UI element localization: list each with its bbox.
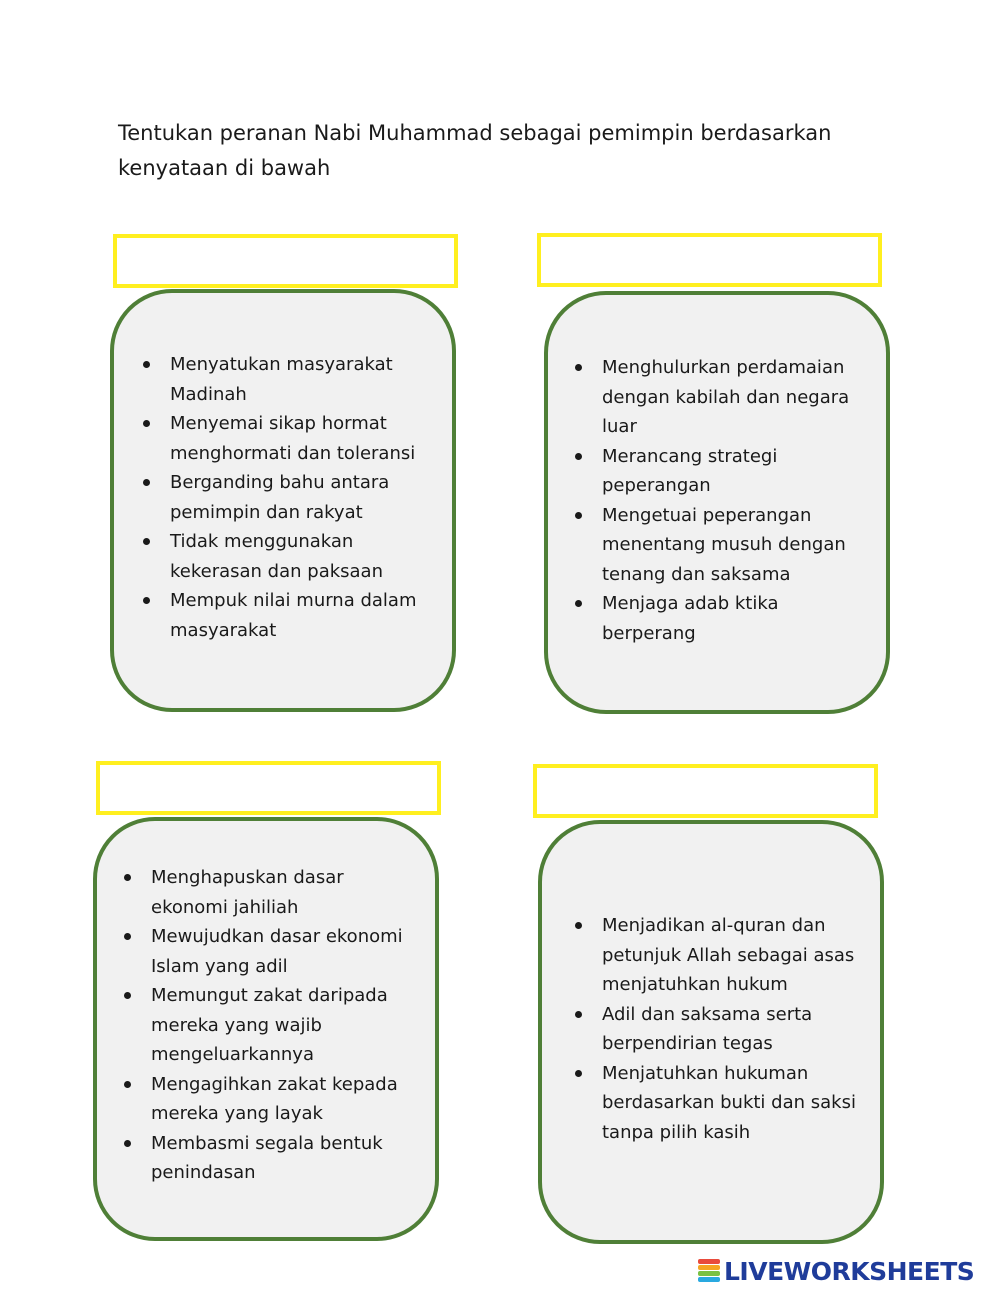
list-item: Adil dan saksama serta berpendirian tegas — [572, 1000, 872, 1059]
list-item: Berganding bahu antara pemimpin dan rakyat — [140, 468, 440, 527]
list-item: Menyatukan masyarakat Madinah — [140, 350, 440, 409]
statement-card-1 — [110, 289, 456, 712]
list-item: Mempuk nilai murna dalam masyarakat — [140, 586, 440, 645]
list-item: Memungut zakat daripada mereka yang wajib mengeluarkannya — [121, 981, 421, 1070]
answer-box-3[interactable] — [96, 761, 441, 815]
logo-text: LIVEWORKSHEETS — [724, 1256, 975, 1286]
list-item: Menghulurkan perdamaian dengan kabilah dan negara luar — [572, 353, 872, 442]
list-item: Merancang strategi peperangan — [572, 442, 872, 501]
list-item: Tidak menggunakan kekerasan dan paksaan — [140, 527, 440, 586]
statement-card-2 — [544, 291, 890, 714]
statement-list-2 — [572, 353, 872, 648]
answer-box-4[interactable] — [533, 764, 878, 818]
answer-box-1[interactable] — [113, 234, 458, 288]
list-item: Mengagihkan zakat kepada mereka yang layak — [121, 1070, 421, 1129]
statement-card-3 — [93, 817, 439, 1241]
list-item: Menjadikan al-quran dan petunjuk Allah sebagai asas menjatuhkan hukum — [572, 911, 872, 1000]
answer-box-2[interactable] — [537, 233, 882, 287]
list-item: Membasmi segala bentuk penindasan — [121, 1129, 421, 1188]
list-item: Menjatuhkan hukuman berdasarkan bukti dan saksi tanpa pilih kasih — [572, 1059, 872, 1148]
list-item: Mengetuai peperangan menentang musuh dengan tenang dan saksama — [572, 501, 872, 590]
liveworksheets-logo — [698, 1256, 974, 1286]
list-item: Mewujudkan dasar ekonomi Islam yang adil — [121, 922, 421, 981]
statement-list-4 — [572, 911, 872, 1147]
list-item: Menyemai sikap hormat menghormati dan toleransi — [140, 409, 440, 468]
instruction-text: Tentukan peranan Nabi Muhammad sebagai pemimpin berdasarkan kenyataan di bawah — [118, 121, 832, 180]
list-item: Menjaga adab ktika berperang — [572, 589, 872, 648]
statement-list-3 — [121, 863, 421, 1188]
logo-icon — [698, 1259, 720, 1283]
statement-list-1 — [140, 350, 440, 645]
statement-card-4 — [538, 820, 884, 1244]
list-item: Menghapuskan dasar ekonomi jahiliah — [121, 863, 421, 922]
